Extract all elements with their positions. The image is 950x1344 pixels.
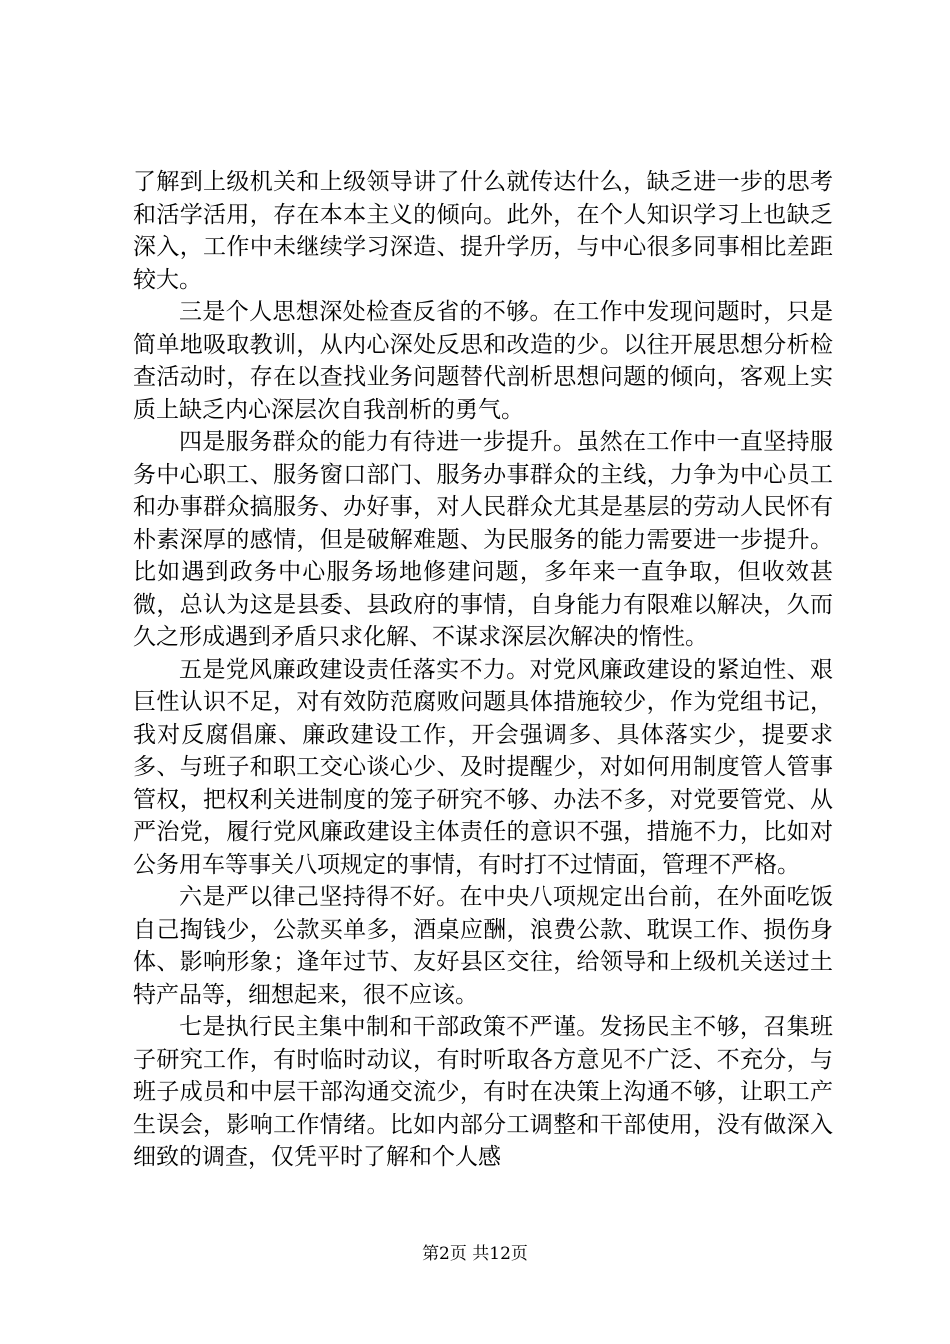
paragraph-6: 七是执行民主集中制和干部政策不严谨。发扬民主不够，召集班子研究工作，有时临时动议，有时听取各方意见不广泛、不充分，与班子成员和中层干部沟通交流少，有时在决策上沟通不够，让职工产生误会，影响工作情绪。比如内部分工调整和干部使用，没有做深入细致的调查，仅凭平时了解和个人感: [133, 1014, 833, 1170]
paragraph-3: 四是服务群众的能力有待进一步提升。虽然在工作中一直坚持服务中心职工、服务窗口部门、服务办事群众的主线，力争为中心员工和办事群众搞服务、办好事，对人民群众尤其是基层的劳动人民怀有朴素深厚的感情，但是破解难题、为民服务的能力需要进一步提升。比如遇到政务中心服务场地修建问题，多年来一直争取，但收效甚微，总认为这是县委、县政府的事情，自身能力有限难以解决，久而久之形成遇到矛盾只求化解、不谋求深层次解决的惰性。: [133, 429, 833, 650]
paragraph-5: 六是严以律己坚持得不好。在中央八项规定出台前，在外面吃饭自己掏钱少，公款买单多，酒桌应酬，浪费公款、耽误工作、损伤身体、影响形象；逢年过节、友好县区交往，给领导和上级机关送过土特产品等，细想起来，很不应该。: [133, 884, 833, 1008]
document-body: [133, 166, 833, 1174]
paragraph-4: 五是党风廉政建设责任落实不力。对党风廉政建设的紧迫性、艰巨性认识不足，对有效防范腐败问题具体措施较少，作为党组书记，我对反腐倡廉、廉政建设工作，开会强调多、具体落实少，提要求多、与班子和职工交心谈心少、及时提醒少，对如何用制度管人管事管权，把权利关进制度的笼子研究不够、办法不多，对党要管党、从严治党，履行党风廉政建设主体责任的意识不强，措施不力，比如对公务用车等事关八项规定的事情，有时打不过情面，管理不严格。: [133, 656, 833, 878]
page-number-footer: 第2页 共12页: [422, 1244, 528, 1264]
paragraph-1: 了解到上级机关和上级领导讲了什么就传达什么，缺乏进一步的思考和活学活用，存在本本主义的倾向。此外，在个人知识学习上也缺乏深入，工作中未继续学习深造、提升学历，与中心很多同事相比差距较大。: [133, 169, 833, 293]
paragraph-2: 三是个人思想深处检查反省的不够。在工作中发现问题时，只是简单地吸取教训，从内心深处反思和改造的少。以往开展思想分析检查活动时，存在以查找业务问题替代剖析思想问题的倾向，客观上实质上缺乏内心深层次自我剖析的勇气。: [133, 299, 833, 423]
